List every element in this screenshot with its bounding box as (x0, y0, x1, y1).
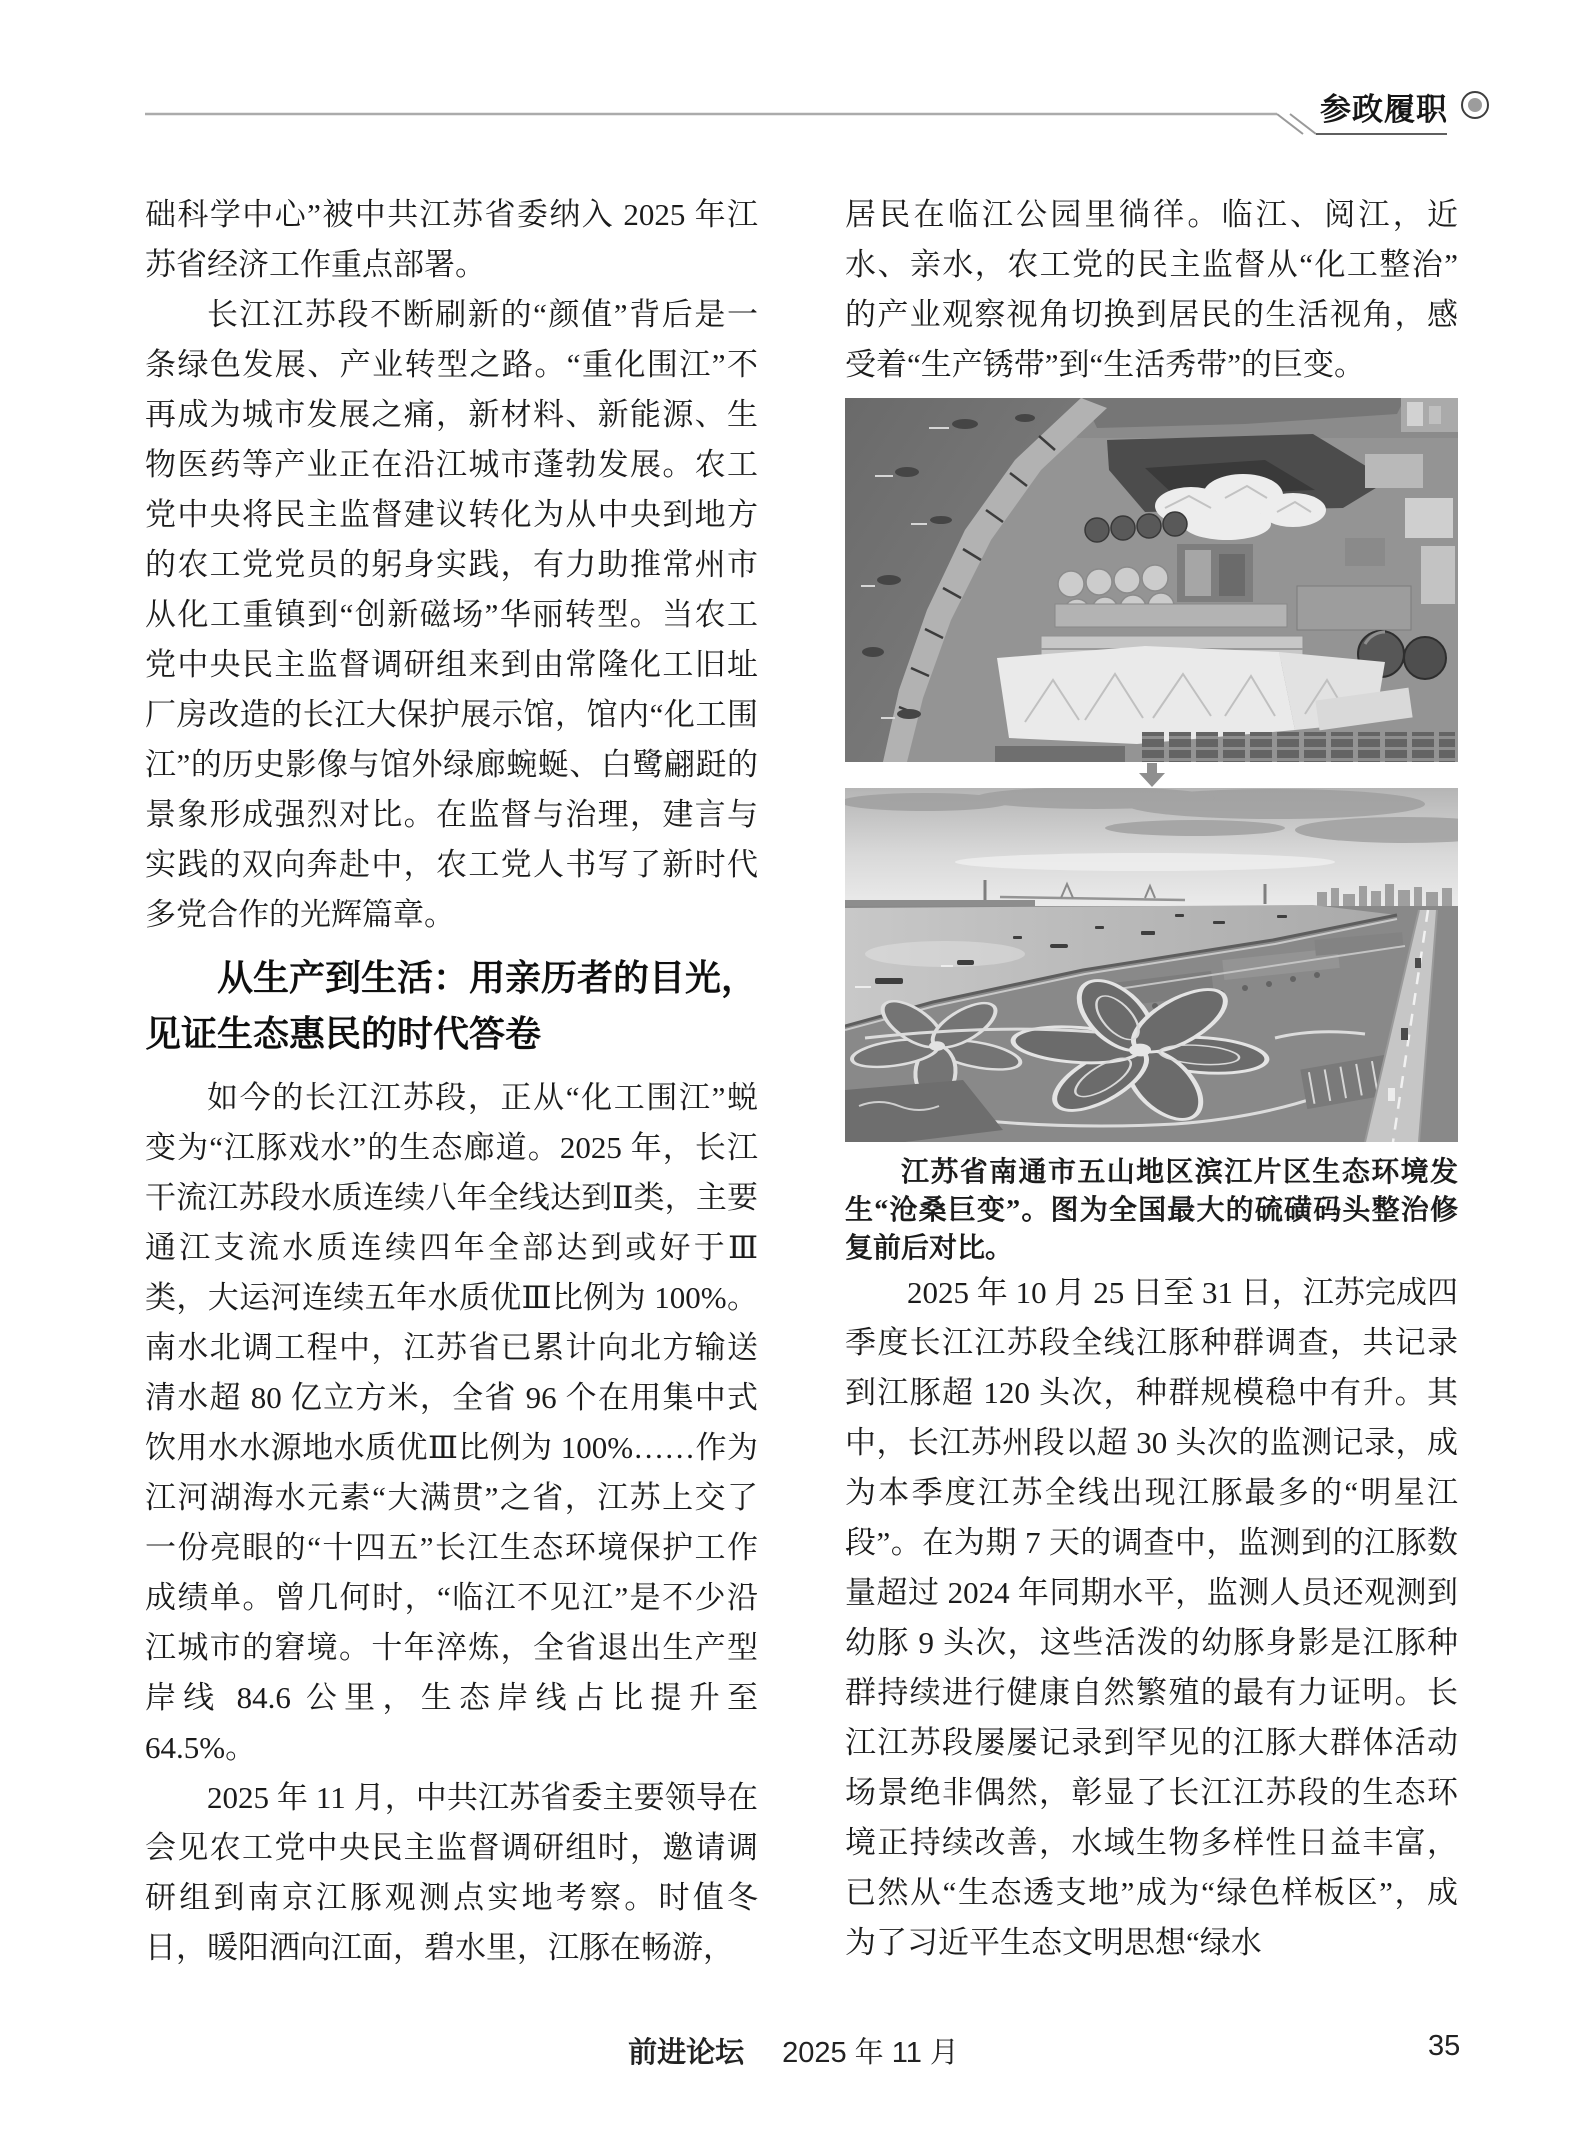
header-rule (145, 100, 1460, 142)
body-paragraph: 长江江苏段不断刷新的“颜值”背后是一条绿色发展、产业转型之路。“重化围江”不再成为城市发展之痛，新材料、新能源、生物医药等产业正在沿江城市蓬勃发展。农工党中央将民主监督建议转化为从中央到地方的农工党党员的躬身实践，有力助推常州市从化工重镇到“创新磁场”华丽转型。当农工党中央民主监督调研组来到由常隆化工旧址厂房改造的长江大保护展示馆，馆内“化工围江”的历史影像与馆外绿廊蜿蜒、白鹭翩跹的景象形成强烈对比。在监督与治理，建言与实践的双向奔赴中，农工党人书写了新时代多党合作的光辉篇章。 (145, 297, 758, 932)
photo-divider (845, 762, 1458, 788)
target-circle-icon (1461, 91, 1489, 119)
right-column (845, 190, 1458, 1968)
section-title: 参政履职 (1320, 92, 1448, 127)
down-arrow-icon (1139, 763, 1165, 787)
photo-industrial-port-before (845, 398, 1458, 762)
left-column (145, 190, 758, 1973)
body-paragraph: 础科学中心”被中共江苏省委纳入 2025 年江苏省经济工作重点部署。 (145, 197, 758, 282)
journal-name: 前进论坛 (628, 2037, 745, 2069)
section-subheading: 从生产到生活：用亲历者的目光，见证生态惠民的时代答卷 (145, 957, 758, 1054)
body-paragraph: 如今的长江江苏段，正从“化工围江”蜕变为“江豚戏水”的生态廊道。2025 年，长江干流江苏段水质连续八年全线达到Ⅱ类，主要通江支流水质连续四年全部达到或好于Ⅲ类，大运河连续五年水质优Ⅲ比例为 100%。南水北调工程中，江苏省已累计向北方输送清水超 80 亿立方米，全省 96 个在用集中式饮用水水源地水质优Ⅲ比例为 100%……作为江河湖海水元素“大满贯”之省，江苏上交了一份亮眼的“十四五”长江生态环境保护工作成绩单。曾几何时，“临江不见江”是不少沿江城市的窘境。十年淬炼，全省退出生产型岸线 84.6 公里，生态岸线占比提升至 64.5%。 (145, 1080, 758, 1765)
issue-date: 2025 年 11 月 (782, 2037, 959, 2069)
before-after-figure (845, 398, 1458, 1268)
body-paragraph: 居民在临江公园里徜徉。临江、阅江，近水、亲水，农工党的民主监督从“化工整治”的产业观察视角切换到居民的生活视角，感受着“生产锈带”到“生活秀带”的巨变。 (845, 197, 1458, 382)
photo-riverside-park-after (845, 788, 1458, 1142)
body-paragraph: 2025 年 11 月，中共江苏省委主要领导在会见农工党中央民主监督调研组时，邀请调研组到南京江豚观测点实地考察。时值冬日，暖阳洒向江面，碧水里，江豚在畅游， (145, 1780, 758, 1965)
page-number: 35 (1428, 2030, 1461, 2062)
photo-caption: 江苏省南通市五山地区滨江片区生态环境发生“沧桑巨变”。图为全国最大的硫磺码头整治修复前后对比。 (845, 1157, 1458, 1264)
footer (628, 2030, 959, 2071)
body-paragraph: 2025 年 10 月 25 日至 31 日，江苏完成四季度长江江苏段全线江豚种群调查，共记录到江豚超 120 头次，种群规模稳中有升。其中，长江苏州段以超 30 头次的监测记录，成为本季度江苏全线出现江豚最多的“明星江段”。在为期 7 天的调查中，监测到的江豚数量超过 2024 年同期水平，监测人员还观测到幼豚 9 头次，这些活泼的幼豚身影是江豚种群持续进行健康自然繁殖的最有力证明。长江江苏段屡屡记录到罕见的江豚大群体活动场景绝非偶然，彰显了长江江苏段的生态环境正持续改善，水域生物多样性日益丰富，已然从“生态透支地”成为“绿色样板区”，成为了习近平生态文明思想“绿水 (845, 1275, 1458, 1960)
